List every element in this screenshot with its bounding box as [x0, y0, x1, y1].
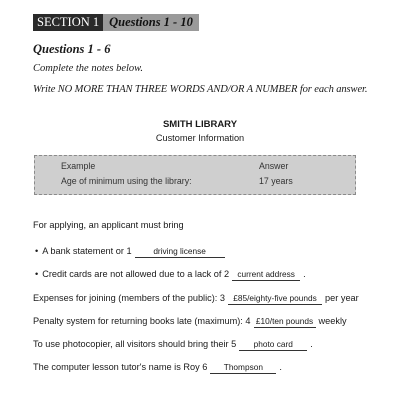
- note-item-6: [33, 362, 282, 374]
- example-question: Age of minimum using the library:: [61, 176, 192, 186]
- note-item-4: [33, 316, 347, 328]
- answer-5: photo card: [239, 339, 307, 351]
- note-item-5: [33, 339, 313, 351]
- note-suffix: .: [279, 362, 282, 372]
- answer-2: current address: [232, 269, 300, 281]
- instruction-complete-notes: Complete the notes below.: [33, 63, 144, 74]
- section-label: SECTION 1: [33, 14, 103, 31]
- answer-3: £85/eighty-five pounds: [228, 293, 322, 305]
- note-text: Expenses for joining (members of the public): 3: [33, 293, 226, 303]
- answer-6: Thompson: [210, 362, 276, 374]
- document-title: SMITH LIBRARY: [162, 119, 238, 130]
- questions-subheading: Questions 1 - 6: [33, 42, 111, 56]
- questions-range-label: Questions 1 - 10: [103, 14, 199, 31]
- answer-4: £10/ten pounds: [254, 316, 316, 328]
- note-item-2: [35, 269, 306, 281]
- bullet-marker: •: [35, 269, 39, 279]
- notes-intro-text: For applying, an applicant must bring: [33, 220, 184, 230]
- note-suffix: .: [303, 269, 306, 279]
- note-text: A bank statement or 1: [42, 246, 132, 256]
- document-subtitle: Customer Information: [155, 133, 245, 143]
- note-text: To use photocopier, all visitors should bring their 5: [33, 339, 237, 349]
- note-item-3: [33, 293, 359, 305]
- note-text: Penalty system for returning books late (maximum): 4: [33, 316, 251, 326]
- note-suffix: .: [310, 339, 313, 349]
- example-answer-label: Answer: [259, 161, 289, 171]
- answer-1: driving license: [135, 246, 225, 258]
- note-suffix: weekly: [318, 316, 347, 326]
- notes-intro: [33, 220, 184, 230]
- note-text: The computer lesson tutor's name is Roy 6: [33, 362, 208, 372]
- bullet-marker: •: [35, 246, 39, 256]
- section-header: [33, 14, 199, 31]
- note-text: Credit cards are not allowed due to a lack of 2: [42, 269, 230, 279]
- note-suffix: per year: [325, 293, 359, 303]
- example-label: Example: [61, 161, 96, 171]
- example-answer: 17 years: [259, 176, 293, 186]
- instruction-word-limit: Write NO MORE THAN THREE WORDS AND/OR A NUMBER for each answer.: [33, 84, 368, 95]
- note-item-1: [35, 246, 228, 258]
